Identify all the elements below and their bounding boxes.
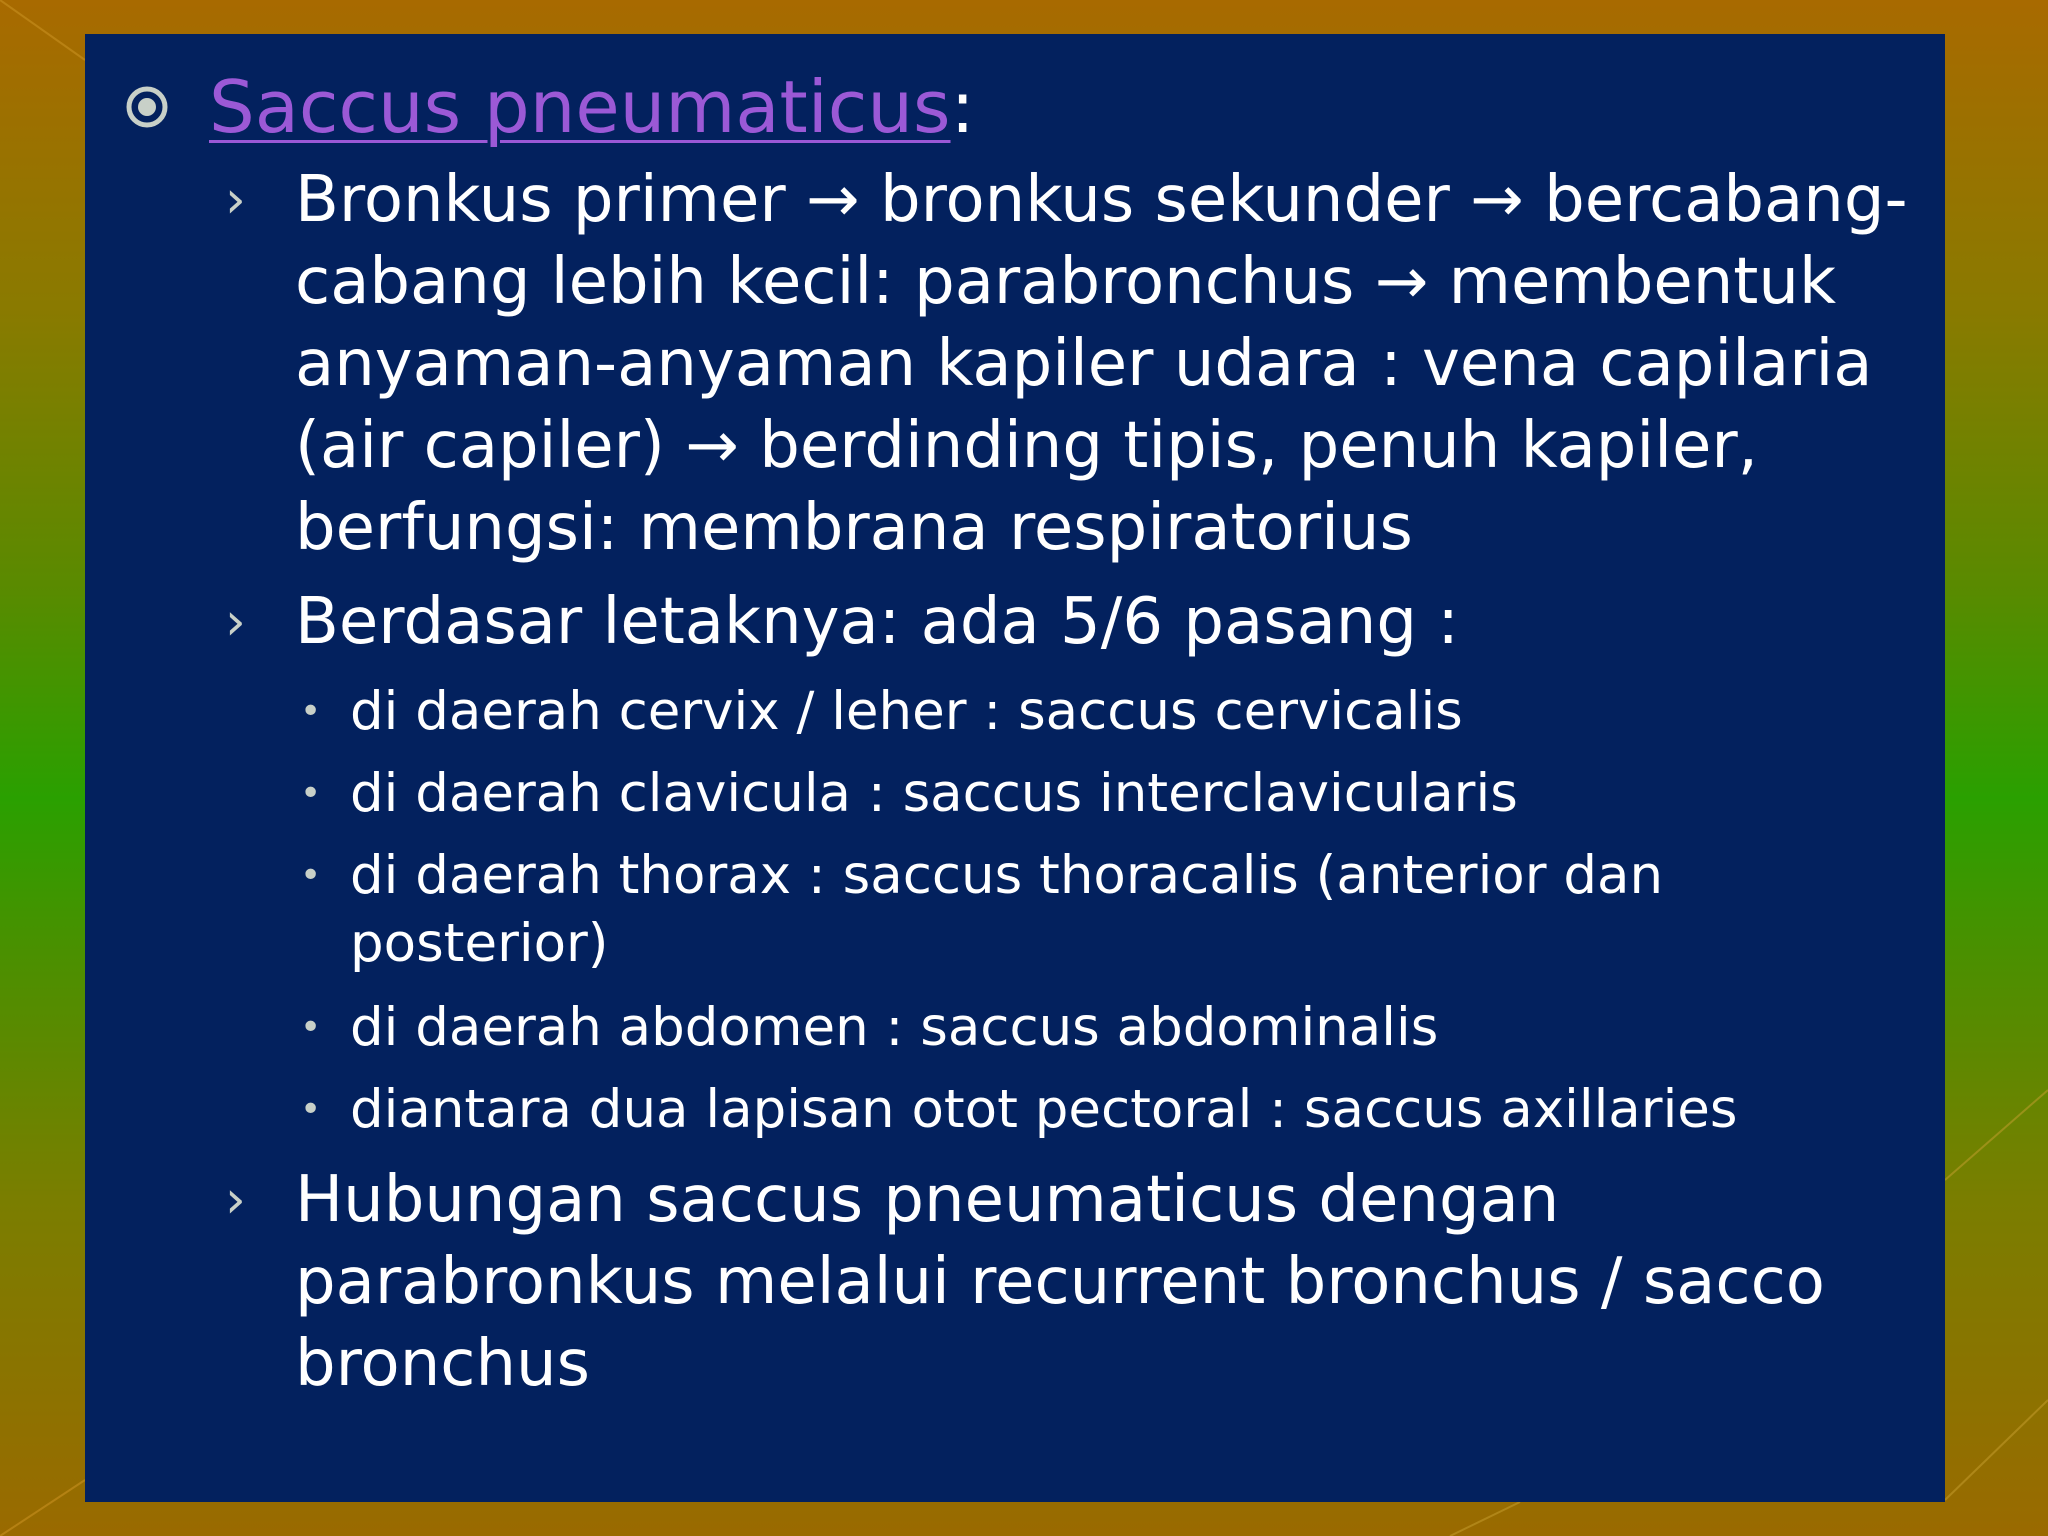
sub-bullet-4-text: di daerah abdomen : saccus abdominalis	[350, 997, 1439, 1058]
chevron-right-icon: ›	[225, 592, 246, 652]
sub-bullet-2	[300, 760, 1920, 828]
bullet-3	[225, 1159, 1925, 1405]
circled-dot-icon	[125, 85, 169, 129]
sub-bullet-4	[300, 994, 1920, 1062]
bullet-dot-icon: •	[300, 855, 322, 896]
bullet-dot-icon: •	[300, 1007, 322, 1048]
slide-title-row	[125, 52, 975, 162]
bullet-3-text: Hubungan saccus pneumaticus dengan parabronkus melalui recurrent bronchus / sacco bronchus	[295, 1163, 1846, 1401]
bullet-1	[225, 159, 1925, 569]
bullet-2	[225, 581, 1925, 663]
sub-bullet-1	[300, 678, 1920, 746]
sub-bullet-2-text: di daerah clavicula : saccus interclavicularis	[350, 763, 1518, 824]
sub-bullet-5	[300, 1076, 1920, 1144]
sub-bullet-5-text: diantara dua lapisan otot pectoral : saccus axillaries	[350, 1079, 1738, 1140]
chevron-right-icon: ›	[225, 170, 246, 230]
chevron-right-icon: ›	[225, 1170, 246, 1230]
bullet-dot-icon: •	[300, 1089, 322, 1130]
slide-panel	[85, 34, 1945, 1502]
sub-bullet-3	[300, 842, 1920, 978]
bullet-dot-icon: •	[300, 773, 322, 814]
slide-title-link[interactable]: Saccus pneumaticus	[209, 65, 951, 149]
sub-bullet-1-text: di daerah cervix / leher : saccus cervicalis	[350, 681, 1463, 742]
sub-bullet-3-text: di daerah thorax : saccus thoracalis (anterior dan posterior)	[350, 845, 1664, 974]
bullet-dot-icon: •	[300, 691, 322, 732]
bullet-2-text: Berdasar letaknya: ada 5/6 pasang :	[295, 585, 1459, 659]
bullet-1-text: Bronkus primer → bronkus sekunder → bercabang-cabang lebih kecil: parabronchus → membentuk anyaman-anyaman kapiler udara : vena capilaria (air capiler) → berdinding tipis, penuh kapiler, berfungsi: membrana respiratorius	[295, 163, 1908, 565]
title-colon: :	[950, 65, 975, 149]
